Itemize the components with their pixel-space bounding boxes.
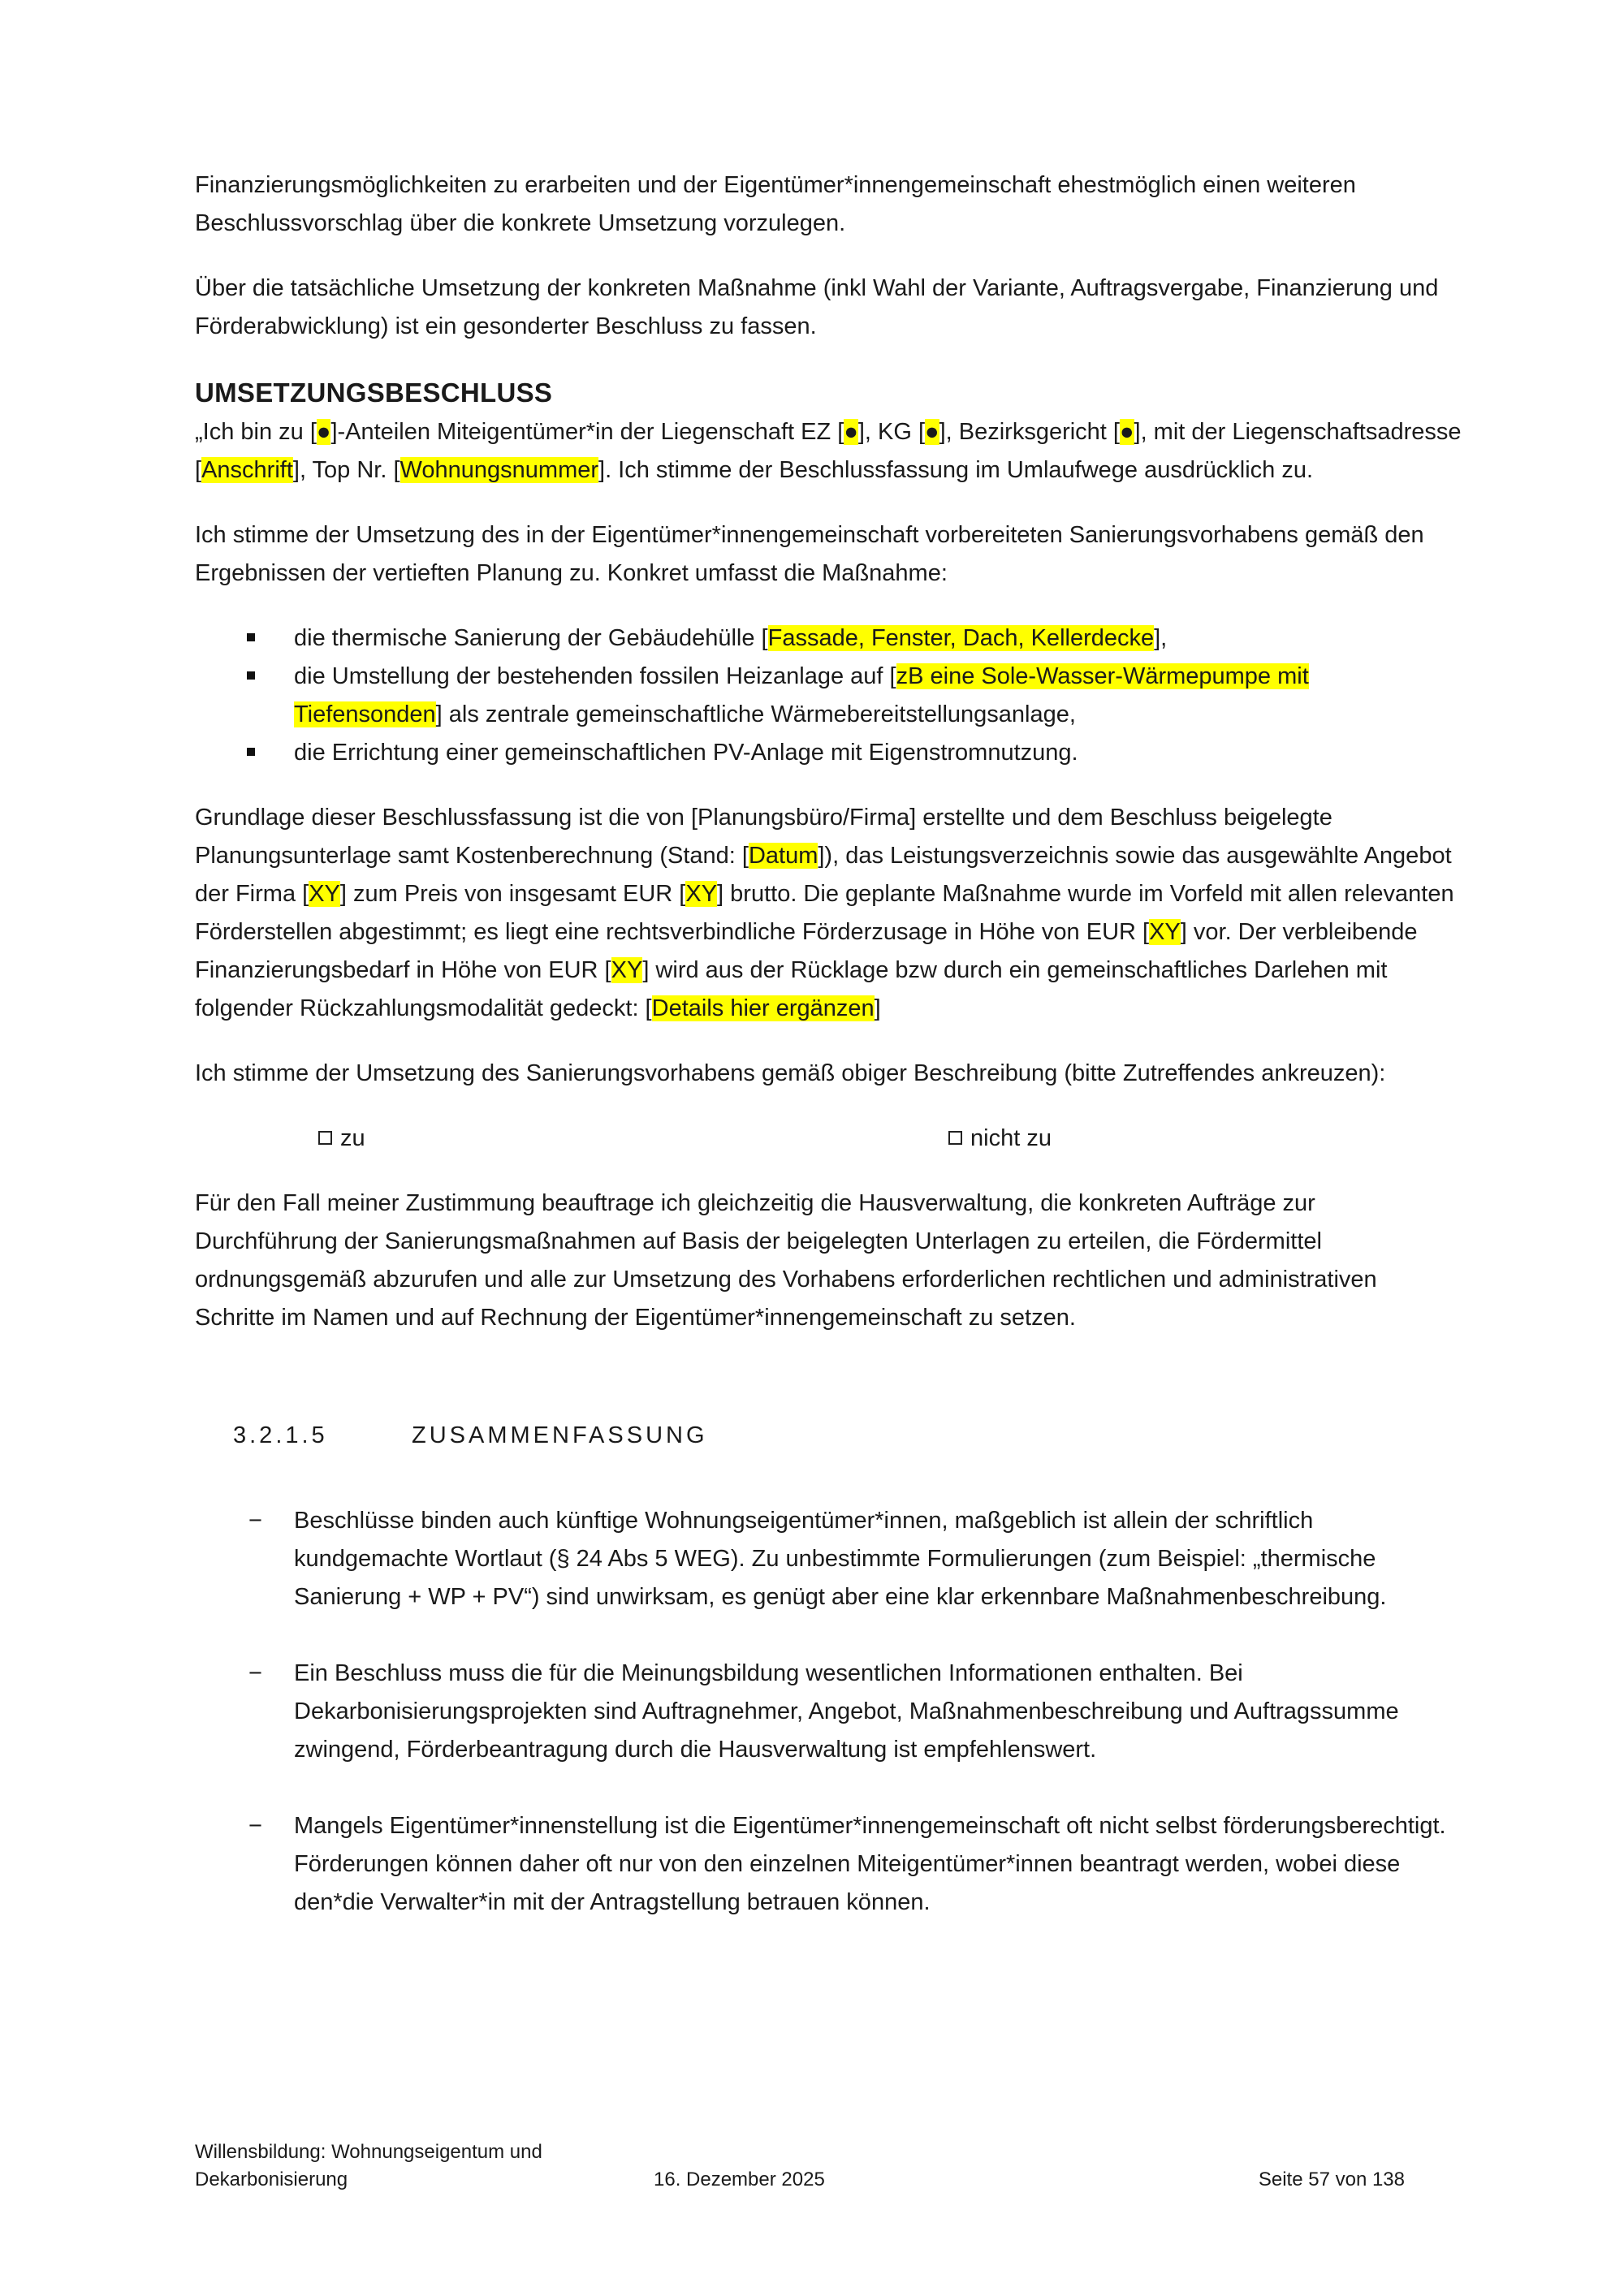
checkbox-icon[interactable]: [318, 1131, 332, 1145]
measure-item: die thermische Sanierung der Gebäudehülle [Fassade, Fenster, Dach, Kellerdecke],: [195, 619, 1462, 658]
placeholder-date: Datum: [748, 843, 818, 869]
placeholder-details: Details hier ergänzen: [651, 995, 875, 1021]
choice-no[interactable]: nicht zu: [948, 1120, 1052, 1158]
footer-document-title: Willensbildung: Wohnungseigentum und Dekarbonisierung: [195, 2141, 542, 2190]
placeholder-address: Anschrift: [201, 457, 293, 483]
resolution-paragraph-3: Grundlage dieser Beschlussfassung ist die von [Planungsbüro/Firma] erstellte und dem Beschluss beigelegte Planungsunterlage samt Kostenberechnung (Stand: [Datum]), das Leistungsverzeichnis sowie das ausgewählte Angebot der Firma [XY] zum Preis von insgesamt EUR [XY] brutto. Die geplante Maßnahme wurde im Vorfeld mit allen relevanten Förderstellen abgestimmt; es liegt eine rechtsverbindliche Förderzusage in Höhe von EUR [XY] vor. Der verbleibende Finanzierungsbedarf in Höhe von EUR [XY] wird aus der Rücklage bzw durch ein gemeinschaftliches Darlehen mit folgender Rückzahlungsmodalität gedeckt: [Details hier ergänzen]: [195, 805, 1454, 1021]
placeholder-heating: zB eine Sole-Wasser-Wärmepumpe mit Tiefensonden: [294, 663, 1309, 727]
dash-icon: −: [248, 1508, 262, 1534]
page-footer: [195, 2138, 1405, 2203]
dash-icon: −: [248, 1813, 262, 1839]
placeholder-share: ●: [316, 419, 331, 445]
placeholder-ez: ●: [844, 419, 858, 445]
placeholder-company: XY: [309, 881, 340, 907]
resolution-paragraph-1: „Ich bin zu [●]-Anteilen Miteigentümer*in der Liegenschaft EZ [●], KG [●], Bezirksgericht [●], mit der Liegenschaftsadresse [Anschrift], Top Nr. [Wohnungsnummer]. Ich stimme der Beschlussfassung im Umlaufwege ausdrücklich zu.: [195, 419, 1462, 483]
summary-item: − Mangels Eigentümer*innenstellung ist die Eigentümer*innengemeinschaft oft nicht selbst förderungsberechtigt. Förderungen können daher oft nur von den einzelnen Miteigentümer*innen beantragt werden, wobei diese den*die Verwalter*in mit der Antragstellung betrauen können.: [195, 1807, 1462, 1922]
dash-icon: −: [248, 1660, 262, 1686]
placeholder-kg: ●: [925, 419, 939, 445]
bullet-square-icon: [247, 671, 255, 680]
measure-list: [195, 619, 1462, 772]
choice-yes[interactable]: zu: [318, 1120, 365, 1158]
vote-choices: [195, 1120, 1462, 1158]
resolution-paragraph-5: Für den Fall meiner Zustimmung beauftrage ich gleichzeitig die Hausverwaltung, die konkreten Aufträge zur Durchführung der Sanierungsmaßnahmen auf Basis der beigelegten Unterlagen zu erteilen, die Fördermittel ordnungsgemäß abzurufen und alle zur Umsetzung des Vorhabens erforderlichen rechtlichen und administrativen Schritte im Namen und auf Rechnung der Eigentümer*innengemeinschaft zu setzen.: [195, 1190, 1377, 1331]
resolution-paragraph-2: Ich stimme der Umsetzung des in der Eigentümer*innengemeinschaft vorbereiteten Sanierungsvorhabens gemäß den Ergebnissen der vertieften Planung zu. Konkret umfasst die Maßnahme:: [195, 522, 1424, 586]
intro-paragraph-2: Über die tatsächliche Umsetzung der konkreten Maßnahme (inkl Wahl der Variante, Auftragsvergabe, Finanzierung und Förderabwicklung) ist ein gesonderter Beschluss zu fassen.: [195, 275, 1439, 339]
placeholder-subsidy: XY: [1149, 919, 1181, 945]
placeholder-unit: Wohnungsnummer: [400, 457, 599, 483]
footer-page-number: Seite 57 von 138: [1258, 2169, 1405, 2190]
section-number: 3.2.1.5: [233, 1422, 328, 1448]
section-heading: [195, 1417, 1462, 1455]
resolution-heading: UMSETZUNGSBESCHLUSS: [195, 378, 553, 408]
measure-item: die Errichtung einer gemeinschaftlichen PV-Anlage mit Eigenstromnutzung.: [195, 734, 1462, 772]
checkbox-icon[interactable]: [948, 1131, 962, 1145]
summary-item: − Beschlüsse binden auch künftige Wohnungseigentümer*innen, maßgeblich ist allein der schriftlich kundgemachte Wortlaut (§ 24 Abs 5 WEG). Zu unbestimmte Formulierungen (zum Beispiel: „thermische Sanierung + WP + PV“) sind unwirksam, es genügt aber eine klar erkennbare Maßnahmenbeschreibung.: [195, 1502, 1462, 1616]
placeholder-envelope: Fassade, Fenster, Dach, Kellerdecke: [767, 625, 1155, 651]
intro-paragraph-1: Finanzierungsmöglichkeiten zu erarbeiten und der Eigentümer*innengemeinschaft ehestmöglich einen weiteren Beschlussvorschlag über die konkrete Umsetzung vorzulegen.: [195, 172, 1356, 236]
resolution-paragraph-4: Ich stimme der Umsetzung des Sanierungsvorhabens gemäß obiger Beschreibung (bitte Zutreffendes ankreuzen):: [195, 1060, 1386, 1086]
bullet-square-icon: [247, 633, 255, 641]
summary-list: [195, 1502, 1462, 1922]
measure-item: die Umstellung der bestehenden fossilen Heizanlage auf [zB eine Sole-Wasser-Wärmepumpe mit Tiefensonden] als zentrale gemeinschaftliche Wärmebereitstellungsanlage,: [195, 658, 1462, 734]
section-title: ZUSAMMENFASSUNG: [412, 1422, 708, 1448]
document-body: [195, 166, 1462, 1960]
placeholder-price: XY: [685, 881, 718, 907]
placeholder-remaining: XY: [611, 957, 643, 983]
bullet-square-icon: [247, 748, 255, 756]
footer-date: 16. Dezember 2025: [654, 2169, 825, 2190]
summary-item: − Ein Beschluss muss die für die Meinungsbildung wesentlichen Informationen enthalten. Bei Dekarbonisierungsprojekten sind Auftragnehmer, Angebot, Maßnahmenbeschreibung und Auftragssumme zwingend, Förderbeantragung durch die Hausverwaltung ist empfehlenswert.: [195, 1655, 1462, 1769]
placeholder-court: ●: [1119, 419, 1134, 445]
